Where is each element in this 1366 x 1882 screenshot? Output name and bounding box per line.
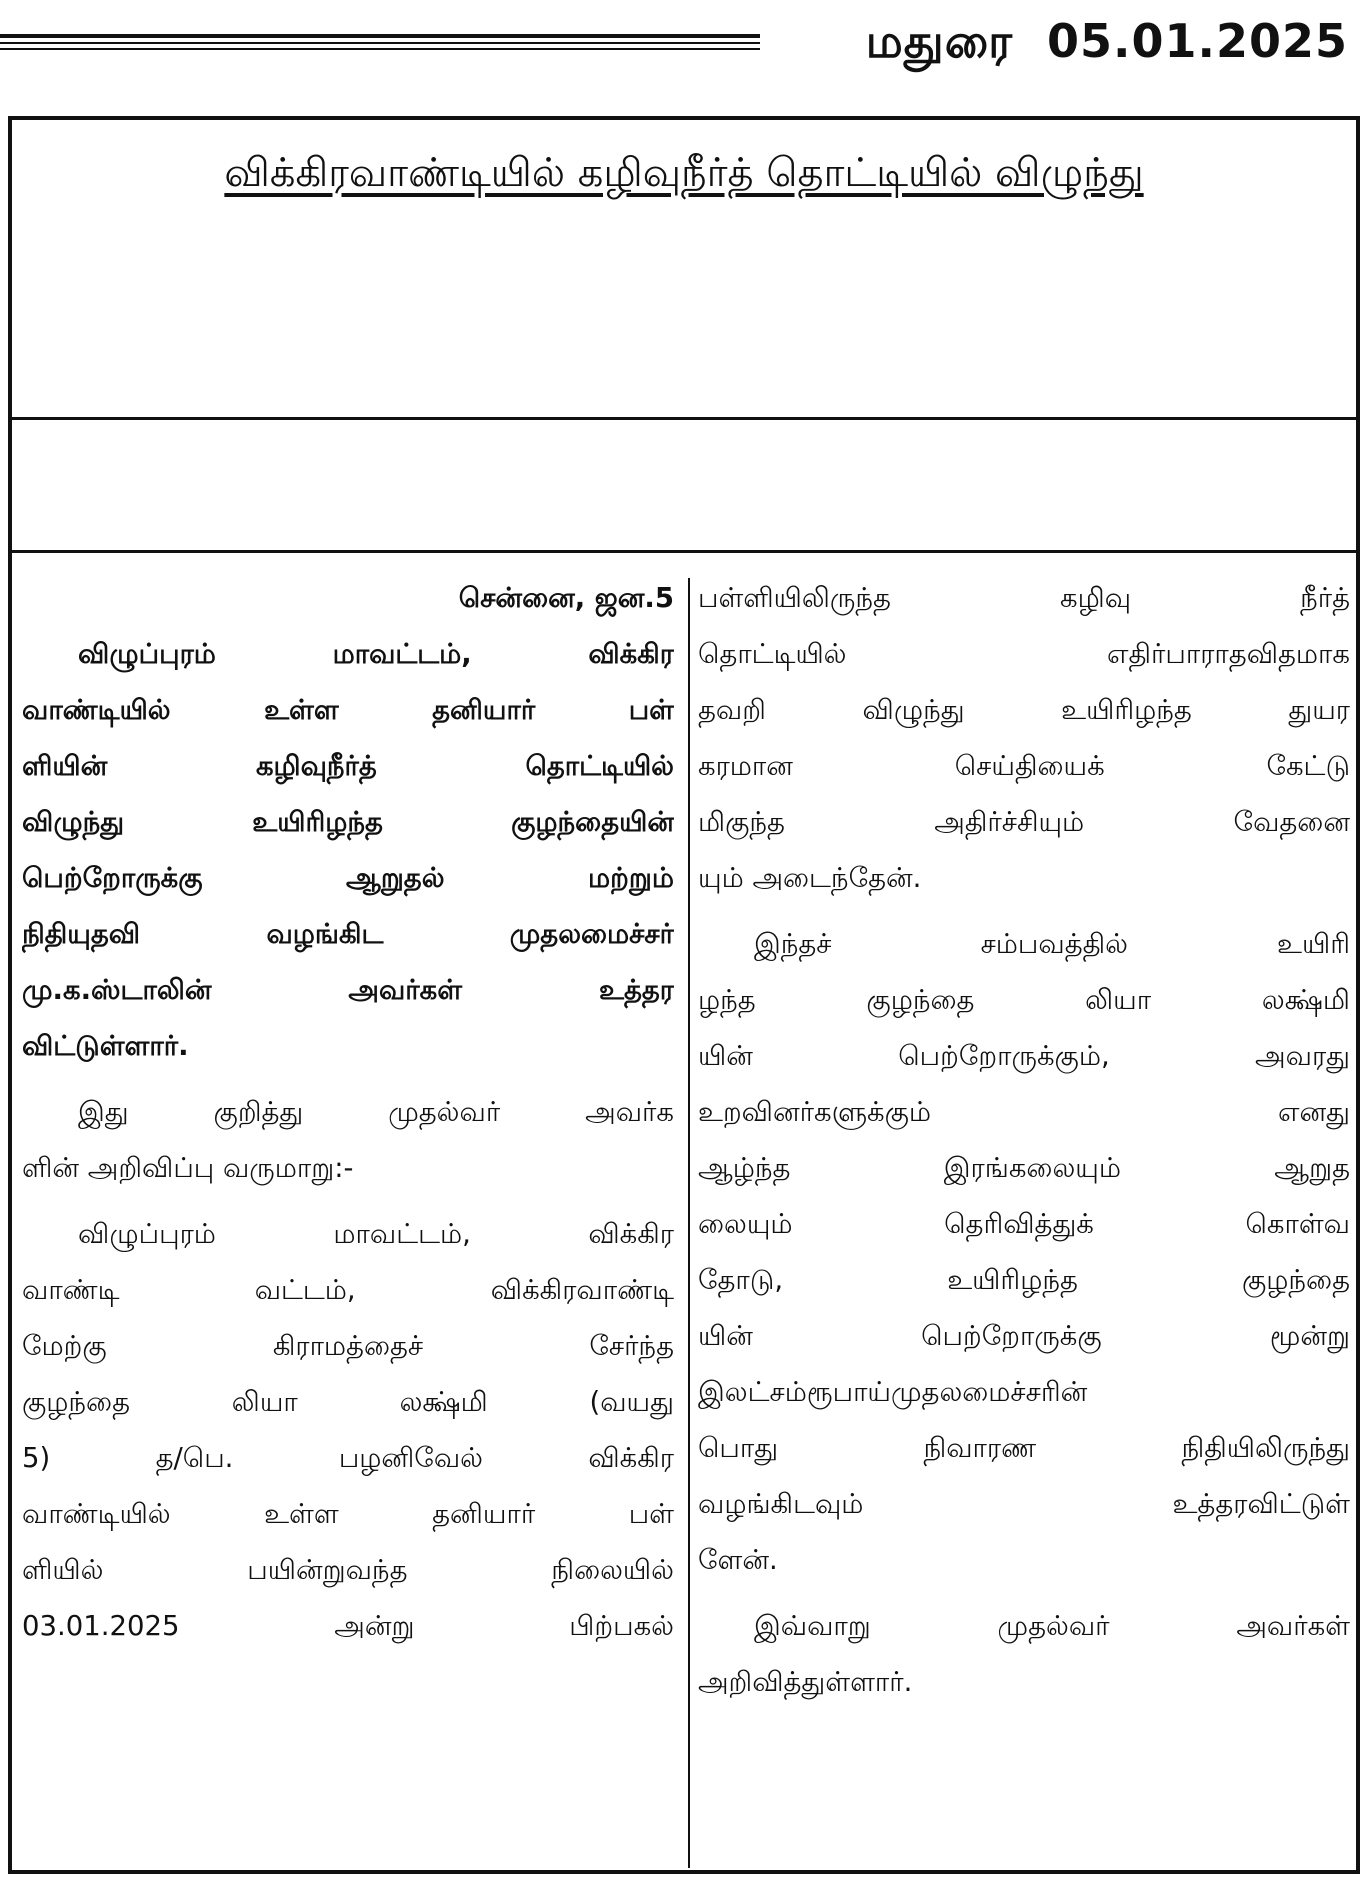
article-column-2 [698, 570, 1350, 1710]
text-line: ளின் அறிவிப்பு வருமாறு:- [22, 1152, 354, 1184]
text-line: மு.க.ஸ்டாலின் அவர்கள் உத்தர [22, 974, 674, 1006]
article-frame [8, 116, 1360, 1874]
article-column-1 [22, 570, 674, 1654]
text-line: பெற்றோருக்கு ஆறுதல் மற்றும் [22, 862, 674, 894]
text-line: யும் அடைந்தேன். [698, 862, 922, 894]
text-line: இது குறித்து முதல்வர் அவர்க [78, 1096, 674, 1128]
text-line: ழந்த குழந்தை லியா லக்ஷ்மி [698, 984, 1350, 1016]
text-line: விட்டுள்ளார். [22, 1030, 189, 1062]
text-line: இலட்சம்ரூபாய்முதலமைச்சரின் [698, 1376, 1088, 1408]
text-line: குழந்தை லியா லக்ஷ்மி (வயது [22, 1386, 674, 1418]
text-line: தவறி விழுந்து உயிரிழந்த துயர [698, 694, 1350, 726]
text-line: இந்தச் சம்பவத்தில் உயிரி [754, 928, 1350, 960]
text-line: பொது நிவாரண நிதியிலிருந்து [698, 1432, 1350, 1464]
text-line: விழுப்புரம் மாவட்டம், விக்கிர [78, 638, 674, 670]
text-line: 03.01.2025 அன்று பிற்பகல் [22, 1610, 674, 1642]
edition-dateline [866, 14, 1348, 75]
edition-city: மதுரை [865, 14, 1013, 68]
masthead-rule [0, 34, 760, 38]
text-line: விழுப்புரம் மாவட்டம், விக்கிர [78, 1218, 674, 1250]
article-kicker: விக்கிரவாண்டியில் கழிவுநீர்த் தொட்டியில் விழுந்து [224, 150, 1144, 196]
text-line: இவ்வாறு முதல்வர் அவர்கள் [754, 1610, 1350, 1642]
text-line: உறவினர்களுக்கும் எனது [698, 1096, 1350, 1128]
text-line: தொட்டியில் எதிர்பாராதவிதமாக [698, 638, 1350, 670]
divider [12, 417, 1356, 420]
masthead-rule [0, 48, 760, 50]
text-line: யின் பெற்றோருக்கு மூன்று [698, 1320, 1350, 1352]
divider [12, 550, 1356, 553]
text-line: ளியில் பயின்றுவந்த நிலையில் [22, 1554, 674, 1586]
text-line: வழங்கிடவும் உத்தரவிட்டுள் [698, 1488, 1350, 1520]
text-line: கரமான செய்தியைக் கேட்டு [698, 750, 1350, 782]
text-line: தோடு, உயிரிழந்த குழந்தை [698, 1264, 1350, 1296]
masthead [0, 0, 1366, 100]
text-line: வாண்டி வட்டம், விக்கிரவாண்டி [22, 1274, 674, 1306]
masthead-rule [0, 42, 760, 44]
text-line: பள்ளியிலிருந்த கழிவு நீர்த் [698, 582, 1350, 614]
text-line: அறிவித்துள்ளார். [698, 1666, 913, 1698]
text-line: 5) த/பெ. பழனிவேல் விக்கிர [22, 1442, 674, 1474]
text-line: மிகுந்த அதிர்ச்சியும் வேதனை [698, 806, 1350, 838]
text-line: ளியின் கழிவுநீர்த் தொட்டியில் [22, 750, 674, 782]
column-separator [688, 578, 690, 1868]
text-line: ளேன். [698, 1544, 778, 1576]
edition-date: 05.01.2025 [1046, 14, 1348, 68]
text-line: நிதியுதவி வழங்கிட முதலமைச்சர் [22, 918, 674, 950]
text-line: வாண்டியில் உள்ள தனியார் பள் [22, 694, 674, 726]
text-line: ஆழ்ந்த இரங்கலையும் ஆறுத [698, 1152, 1350, 1184]
text-line: யின் பெற்றோருக்கும், அவரது [698, 1040, 1350, 1072]
text-line: விழுந்து உயிரிழந்த குழந்தையின் [22, 806, 674, 838]
text-line: லையும் தெரிவித்துக் கொள்வ [698, 1208, 1350, 1240]
text-line: மேற்கு கிராமத்தைச் சேர்ந்த [22, 1330, 674, 1362]
article-dateline: சென்னை, ஜன.5 [458, 582, 674, 614]
text-line: வாண்டியில் உள்ள தனியார் பள் [22, 1498, 674, 1530]
